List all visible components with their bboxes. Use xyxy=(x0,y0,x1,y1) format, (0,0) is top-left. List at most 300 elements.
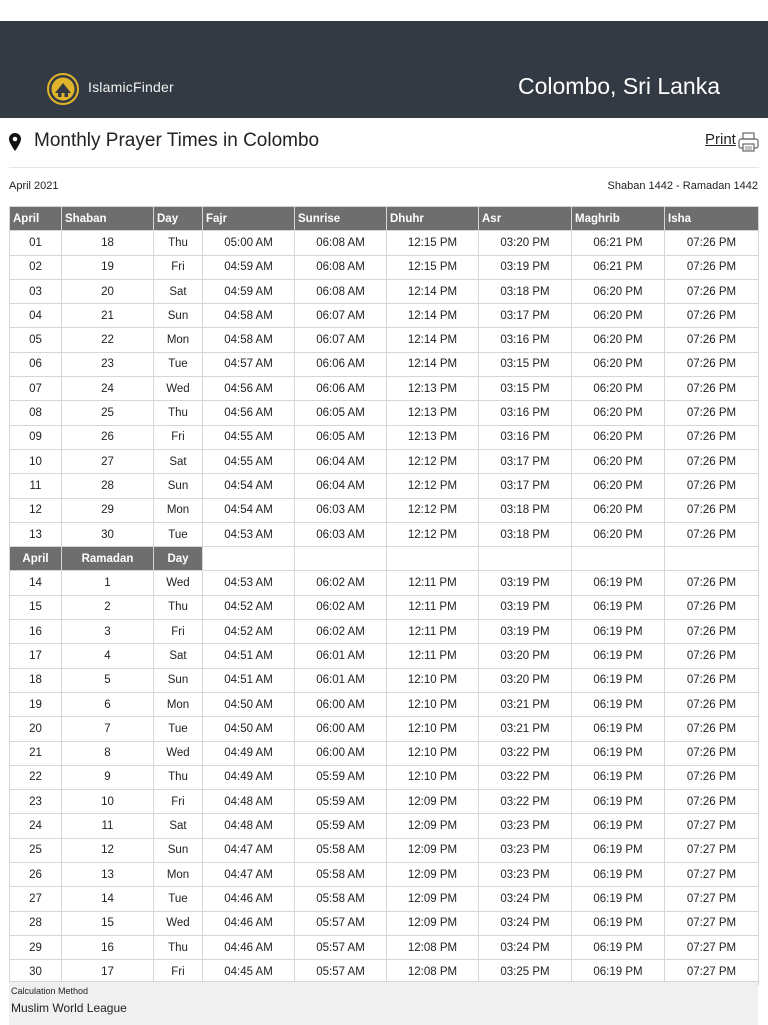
fajr-time-cell: 04:51 AM xyxy=(203,644,295,668)
col-header-shaban: Shaban xyxy=(62,207,154,231)
april-date-cell: 19 xyxy=(10,692,62,716)
dhuhr-time-cell: 12:13 PM xyxy=(387,377,479,401)
subheader-blank-cell xyxy=(479,547,572,571)
hijri-date-cell: 6 xyxy=(62,692,154,716)
april-date-cell: 16 xyxy=(10,620,62,644)
asr-time-cell: 03:15 PM xyxy=(479,377,572,401)
table-subheader-section xyxy=(10,547,759,571)
asr-time-cell: 03:22 PM xyxy=(479,790,572,814)
april-date-cell: 24 xyxy=(10,814,62,838)
sunrise-time-cell: 05:58 AM xyxy=(295,838,387,862)
printer-icon[interactable] xyxy=(737,131,760,153)
april-date-cell: 11 xyxy=(10,474,62,498)
maghrib-time-cell: 06:19 PM xyxy=(572,838,665,862)
hijri-date-cell: 21 xyxy=(62,304,154,328)
sunrise-time-cell: 05:57 AM xyxy=(295,960,387,984)
isha-time-cell: 07:26 PM xyxy=(665,668,759,692)
col-header-maghrib: Maghrib xyxy=(572,207,665,231)
asr-time-cell: 03:20 PM xyxy=(479,668,572,692)
sunrise-time-cell: 06:01 AM xyxy=(295,668,387,692)
table-row xyxy=(10,911,759,935)
weekday-cell: Thu xyxy=(154,231,203,255)
fajr-time-cell: 04:57 AM xyxy=(203,352,295,376)
isha-time-cell: 07:27 PM xyxy=(665,887,759,911)
weekday-cell: Fri xyxy=(154,255,203,279)
isha-time-cell: 07:26 PM xyxy=(665,717,759,741)
asr-time-cell: 03:20 PM xyxy=(479,231,572,255)
asr-time-cell: 03:16 PM xyxy=(479,328,572,352)
maghrib-time-cell: 06:19 PM xyxy=(572,668,665,692)
isha-time-cell: 07:26 PM xyxy=(665,498,759,522)
dhuhr-time-cell: 12:14 PM xyxy=(387,328,479,352)
fajr-time-cell: 04:59 AM xyxy=(203,279,295,303)
isha-time-cell: 07:27 PM xyxy=(665,911,759,935)
gregorian-month: April 2021 xyxy=(9,180,59,192)
table-row xyxy=(10,425,759,449)
hijri-date-cell: 27 xyxy=(62,449,154,473)
sunrise-time-cell: 06:03 AM xyxy=(295,498,387,522)
weekday-cell: Mon xyxy=(154,328,203,352)
fajr-time-cell: 04:50 AM xyxy=(203,717,295,741)
subheader-blank-cell xyxy=(665,547,759,571)
april-date-cell: 15 xyxy=(10,595,62,619)
weekday-cell: Sat xyxy=(154,279,203,303)
table-row xyxy=(10,571,759,595)
asr-time-cell: 03:21 PM xyxy=(479,692,572,716)
dhuhr-time-cell: 12:09 PM xyxy=(387,911,479,935)
asr-time-cell: 03:18 PM xyxy=(479,498,572,522)
hijri-date-cell: 22 xyxy=(62,328,154,352)
april-date-cell: 13 xyxy=(10,522,62,546)
prayer-times-table xyxy=(9,206,759,985)
fajr-time-cell: 04:47 AM xyxy=(203,863,295,887)
april-date-cell: 07 xyxy=(10,377,62,401)
dhuhr-time-cell: 12:10 PM xyxy=(387,765,479,789)
weekday-cell: Mon xyxy=(154,498,203,522)
dhuhr-time-cell: 12:14 PM xyxy=(387,352,479,376)
hijri-date-cell: 19 xyxy=(62,255,154,279)
isha-time-cell: 07:26 PM xyxy=(665,304,759,328)
fajr-time-cell: 04:47 AM xyxy=(203,838,295,862)
fajr-time-cell: 04:52 AM xyxy=(203,595,295,619)
isha-time-cell: 07:26 PM xyxy=(665,571,759,595)
april-date-cell: 21 xyxy=(10,741,62,765)
april-date-cell: 12 xyxy=(10,498,62,522)
april-date-cell: 06 xyxy=(10,352,62,376)
maghrib-time-cell: 06:21 PM xyxy=(572,231,665,255)
table-header-row xyxy=(10,207,759,231)
weekday-cell: Sun xyxy=(154,304,203,328)
dhuhr-time-cell: 12:10 PM xyxy=(387,692,479,716)
subheader-blank-cell xyxy=(572,547,665,571)
maghrib-time-cell: 06:19 PM xyxy=(572,692,665,716)
weekday-cell: Mon xyxy=(154,863,203,887)
sunrise-time-cell: 05:59 AM xyxy=(295,814,387,838)
dhuhr-time-cell: 12:15 PM xyxy=(387,231,479,255)
table-row xyxy=(10,838,759,862)
isha-time-cell: 07:26 PM xyxy=(665,474,759,498)
hijri-month-range: Shaban 1442 - Ramadan 1442 xyxy=(607,180,758,192)
asr-time-cell: 03:19 PM xyxy=(479,595,572,619)
april-date-cell: 03 xyxy=(10,279,62,303)
dhuhr-time-cell: 12:12 PM xyxy=(387,498,479,522)
weekday-cell: Sat xyxy=(154,644,203,668)
fajr-time-cell: 04:46 AM xyxy=(203,935,295,959)
weekday-cell: Tue xyxy=(154,717,203,741)
weekday-cell: Sat xyxy=(154,449,203,473)
hijri-date-cell: 16 xyxy=(62,935,154,959)
sunrise-time-cell: 06:02 AM xyxy=(295,620,387,644)
page-title: Monthly Prayer Times in Colombo xyxy=(34,130,320,151)
weekday-cell: Sun xyxy=(154,474,203,498)
hijri-date-cell: 25 xyxy=(62,401,154,425)
fajr-time-cell: 05:00 AM xyxy=(203,231,295,255)
maghrib-time-cell: 06:20 PM xyxy=(572,279,665,303)
maghrib-time-cell: 06:19 PM xyxy=(572,911,665,935)
weekday-cell: Thu xyxy=(154,935,203,959)
asr-time-cell: 03:20 PM xyxy=(479,644,572,668)
sunrise-time-cell: 05:57 AM xyxy=(295,911,387,935)
fajr-time-cell: 04:59 AM xyxy=(203,255,295,279)
maghrib-time-cell: 06:20 PM xyxy=(572,328,665,352)
dhuhr-time-cell: 12:12 PM xyxy=(387,474,479,498)
isha-time-cell: 07:27 PM xyxy=(665,814,759,838)
fajr-time-cell: 04:49 AM xyxy=(203,765,295,789)
fajr-time-cell: 04:48 AM xyxy=(203,814,295,838)
asr-time-cell: 03:23 PM xyxy=(479,838,572,862)
weekday-cell: Tue xyxy=(154,522,203,546)
table-row xyxy=(10,765,759,789)
fajr-time-cell: 04:58 AM xyxy=(203,328,295,352)
weekday-cell: Thu xyxy=(154,401,203,425)
sunrise-time-cell: 06:06 AM xyxy=(295,377,387,401)
sunrise-time-cell: 06:04 AM xyxy=(295,474,387,498)
fajr-time-cell: 04:58 AM xyxy=(203,304,295,328)
april-date-cell: 17 xyxy=(10,644,62,668)
fajr-time-cell: 04:54 AM xyxy=(203,498,295,522)
maghrib-time-cell: 06:20 PM xyxy=(572,304,665,328)
table-row xyxy=(10,401,759,425)
april-date-cell: 01 xyxy=(10,231,62,255)
brand-name[interactable]: IslamicFinder xyxy=(88,79,174,95)
hijri-date-cell: 29 xyxy=(62,498,154,522)
table-row xyxy=(10,449,759,473)
hijri-date-cell: 10 xyxy=(62,790,154,814)
isha-time-cell: 07:26 PM xyxy=(665,741,759,765)
hijri-date-cell: 18 xyxy=(62,231,154,255)
table-subheader-row xyxy=(10,547,759,571)
weekday-cell: Fri xyxy=(154,790,203,814)
hijri-date-cell: 11 xyxy=(62,814,154,838)
maghrib-time-cell: 06:20 PM xyxy=(572,425,665,449)
print-link[interactable]: Print xyxy=(705,131,736,148)
april-date-cell: 23 xyxy=(10,790,62,814)
isha-time-cell: 07:26 PM xyxy=(665,328,759,352)
maghrib-time-cell: 06:19 PM xyxy=(572,717,665,741)
maghrib-time-cell: 06:19 PM xyxy=(572,765,665,789)
weekday-cell: Fri xyxy=(154,425,203,449)
fajr-time-cell: 04:53 AM xyxy=(203,522,295,546)
dhuhr-time-cell: 12:12 PM xyxy=(387,449,479,473)
asr-time-cell: 03:19 PM xyxy=(479,255,572,279)
hijri-date-cell: 8 xyxy=(62,741,154,765)
asr-time-cell: 03:17 PM xyxy=(479,474,572,498)
col-header-april: April xyxy=(10,207,62,231)
subheader-ramadan: Ramadan xyxy=(62,547,154,571)
sunrise-time-cell: 06:08 AM xyxy=(295,279,387,303)
asr-time-cell: 03:24 PM xyxy=(479,935,572,959)
hijri-date-cell: 13 xyxy=(62,863,154,887)
april-date-cell: 25 xyxy=(10,838,62,862)
maghrib-time-cell: 06:20 PM xyxy=(572,522,665,546)
hijri-date-cell: 30 xyxy=(62,522,154,546)
table-row xyxy=(10,352,759,376)
fajr-time-cell: 04:55 AM xyxy=(203,449,295,473)
hijri-date-cell: 26 xyxy=(62,425,154,449)
isha-time-cell: 07:27 PM xyxy=(665,935,759,959)
asr-time-cell: 03:21 PM xyxy=(479,717,572,741)
table-row xyxy=(10,692,759,716)
hijri-date-cell: 20 xyxy=(62,279,154,303)
maghrib-time-cell: 06:19 PM xyxy=(572,887,665,911)
subheader-blank-cell xyxy=(387,547,479,571)
weekday-cell: Sun xyxy=(154,838,203,862)
fajr-time-cell: 04:56 AM xyxy=(203,401,295,425)
april-date-cell: 29 xyxy=(10,935,62,959)
islamicfinder-logo-icon[interactable] xyxy=(45,68,81,110)
sunrise-time-cell: 06:03 AM xyxy=(295,522,387,546)
fajr-time-cell: 04:54 AM xyxy=(203,474,295,498)
hijri-date-cell: 12 xyxy=(62,838,154,862)
isha-time-cell: 07:27 PM xyxy=(665,838,759,862)
hijri-date-cell: 15 xyxy=(62,911,154,935)
maghrib-time-cell: 06:19 PM xyxy=(572,960,665,984)
sunrise-time-cell: 05:58 AM xyxy=(295,887,387,911)
sunrise-time-cell: 06:06 AM xyxy=(295,352,387,376)
table-row xyxy=(10,377,759,401)
dhuhr-time-cell: 12:09 PM xyxy=(387,790,479,814)
isha-time-cell: 07:26 PM xyxy=(665,425,759,449)
weekday-cell: Mon xyxy=(154,692,203,716)
table-row xyxy=(10,279,759,303)
maghrib-time-cell: 06:19 PM xyxy=(572,571,665,595)
maghrib-time-cell: 06:20 PM xyxy=(572,449,665,473)
asr-time-cell: 03:17 PM xyxy=(479,449,572,473)
subheader-april: April xyxy=(10,547,62,571)
table-row xyxy=(10,814,759,838)
dhuhr-time-cell: 12:09 PM xyxy=(387,863,479,887)
hijri-date-cell: 23 xyxy=(62,352,154,376)
sunrise-time-cell: 06:05 AM xyxy=(295,425,387,449)
subheader-blank-cell xyxy=(203,547,295,571)
col-header-sunrise: Sunrise xyxy=(295,207,387,231)
hijri-date-cell: 1 xyxy=(62,571,154,595)
dhuhr-time-cell: 12:14 PM xyxy=(387,279,479,303)
weekday-cell: Sun xyxy=(154,668,203,692)
dhuhr-time-cell: 12:10 PM xyxy=(387,668,479,692)
april-date-cell: 14 xyxy=(10,571,62,595)
sunrise-time-cell: 06:07 AM xyxy=(295,304,387,328)
fajr-time-cell: 04:52 AM xyxy=(203,620,295,644)
asr-time-cell: 03:22 PM xyxy=(479,765,572,789)
hijri-date-cell: 28 xyxy=(62,474,154,498)
dhuhr-time-cell: 12:13 PM xyxy=(387,425,479,449)
calculation-method-value: Muslim World League xyxy=(11,1001,127,1015)
sunrise-time-cell: 06:02 AM xyxy=(295,595,387,619)
april-date-cell: 26 xyxy=(10,863,62,887)
weekday-cell: Sat xyxy=(154,814,203,838)
april-date-cell: 28 xyxy=(10,911,62,935)
table-row xyxy=(10,668,759,692)
april-date-cell: 02 xyxy=(10,255,62,279)
dhuhr-time-cell: 12:08 PM xyxy=(387,960,479,984)
isha-time-cell: 07:27 PM xyxy=(665,863,759,887)
table-body-shaban xyxy=(10,231,759,547)
hijri-date-cell: 5 xyxy=(62,668,154,692)
table-row xyxy=(10,304,759,328)
site-header xyxy=(0,21,768,118)
dhuhr-time-cell: 12:11 PM xyxy=(387,571,479,595)
asr-time-cell: 03:22 PM xyxy=(479,741,572,765)
maghrib-time-cell: 06:19 PM xyxy=(572,644,665,668)
weekday-cell: Fri xyxy=(154,960,203,984)
hijri-date-cell: 7 xyxy=(62,717,154,741)
table-row xyxy=(10,474,759,498)
table-row xyxy=(10,935,759,959)
isha-time-cell: 07:26 PM xyxy=(665,449,759,473)
sunrise-time-cell: 05:58 AM xyxy=(295,863,387,887)
calculation-method-label: Calculation Method xyxy=(11,986,89,996)
weekday-cell: Fri xyxy=(154,620,203,644)
table-row xyxy=(10,620,759,644)
maghrib-time-cell: 06:21 PM xyxy=(572,255,665,279)
isha-time-cell: 07:26 PM xyxy=(665,620,759,644)
isha-time-cell: 07:26 PM xyxy=(665,644,759,668)
asr-time-cell: 03:23 PM xyxy=(479,814,572,838)
dhuhr-time-cell: 12:14 PM xyxy=(387,304,479,328)
asr-time-cell: 03:25 PM xyxy=(479,960,572,984)
weekday-cell: Thu xyxy=(154,595,203,619)
dhuhr-time-cell: 12:11 PM xyxy=(387,595,479,619)
maghrib-time-cell: 06:20 PM xyxy=(572,474,665,498)
sunrise-time-cell: 06:07 AM xyxy=(295,328,387,352)
dhuhr-time-cell: 12:10 PM xyxy=(387,717,479,741)
isha-time-cell: 07:26 PM xyxy=(665,401,759,425)
table-row xyxy=(10,863,759,887)
maghrib-time-cell: 06:19 PM xyxy=(572,863,665,887)
isha-time-cell: 07:26 PM xyxy=(665,765,759,789)
isha-time-cell: 07:27 PM xyxy=(665,960,759,984)
sunrise-time-cell: 06:00 AM xyxy=(295,692,387,716)
asr-time-cell: 03:16 PM xyxy=(479,425,572,449)
maghrib-time-cell: 06:19 PM xyxy=(572,620,665,644)
hijri-date-cell: 4 xyxy=(62,644,154,668)
april-date-cell: 09 xyxy=(10,425,62,449)
asr-time-cell: 03:19 PM xyxy=(479,571,572,595)
table-row xyxy=(10,741,759,765)
fajr-time-cell: 04:50 AM xyxy=(203,692,295,716)
sunrise-time-cell: 05:59 AM xyxy=(295,765,387,789)
maghrib-time-cell: 06:20 PM xyxy=(572,377,665,401)
location-title: Colombo, Sri Lanka xyxy=(518,73,720,99)
table-row xyxy=(10,790,759,814)
table-row xyxy=(10,498,759,522)
asr-time-cell: 03:18 PM xyxy=(479,522,572,546)
maghrib-time-cell: 06:19 PM xyxy=(572,935,665,959)
maghrib-time-cell: 06:19 PM xyxy=(572,595,665,619)
table-body-ramadan xyxy=(10,571,759,984)
april-date-cell: 20 xyxy=(10,717,62,741)
sunrise-time-cell: 06:08 AM xyxy=(295,255,387,279)
dhuhr-time-cell: 12:09 PM xyxy=(387,838,479,862)
fajr-time-cell: 04:55 AM xyxy=(203,425,295,449)
col-header-dhuhr: Dhuhr xyxy=(387,207,479,231)
asr-time-cell: 03:24 PM xyxy=(479,911,572,935)
hijri-date-cell: 14 xyxy=(62,887,154,911)
col-header-day: Day xyxy=(154,207,203,231)
april-date-cell: 10 xyxy=(10,449,62,473)
sunrise-time-cell: 06:05 AM xyxy=(295,401,387,425)
dhuhr-time-cell: 12:11 PM xyxy=(387,644,479,668)
april-date-cell: 30 xyxy=(10,960,62,984)
fajr-time-cell: 04:46 AM xyxy=(203,887,295,911)
fajr-time-cell: 04:49 AM xyxy=(203,741,295,765)
hijri-date-cell: 3 xyxy=(62,620,154,644)
sunrise-time-cell: 06:08 AM xyxy=(295,231,387,255)
dhuhr-time-cell: 12:09 PM xyxy=(387,814,479,838)
dhuhr-time-cell: 12:09 PM xyxy=(387,887,479,911)
isha-time-cell: 07:26 PM xyxy=(665,279,759,303)
col-header-isha: Isha xyxy=(665,207,759,231)
april-date-cell: 04 xyxy=(10,304,62,328)
divider xyxy=(9,167,759,168)
hijri-date-cell: 2 xyxy=(62,595,154,619)
april-date-cell: 27 xyxy=(10,887,62,911)
sunrise-time-cell: 05:57 AM xyxy=(295,935,387,959)
fajr-time-cell: 04:45 AM xyxy=(203,960,295,984)
maghrib-time-cell: 06:20 PM xyxy=(572,401,665,425)
dhuhr-time-cell: 12:12 PM xyxy=(387,522,479,546)
weekday-cell: Wed xyxy=(154,741,203,765)
fajr-time-cell: 04:48 AM xyxy=(203,790,295,814)
asr-time-cell: 03:19 PM xyxy=(479,620,572,644)
table-row xyxy=(10,255,759,279)
weekday-cell: Tue xyxy=(154,887,203,911)
hijri-date-cell: 9 xyxy=(62,765,154,789)
maghrib-time-cell: 06:19 PM xyxy=(572,814,665,838)
april-date-cell: 05 xyxy=(10,328,62,352)
isha-time-cell: 07:26 PM xyxy=(665,790,759,814)
sunrise-time-cell: 06:00 AM xyxy=(295,717,387,741)
weekday-cell: Wed xyxy=(154,571,203,595)
isha-time-cell: 07:26 PM xyxy=(665,231,759,255)
sunrise-time-cell: 06:01 AM xyxy=(295,644,387,668)
table-row xyxy=(10,328,759,352)
maghrib-time-cell: 06:19 PM xyxy=(572,741,665,765)
col-header-asr: Asr xyxy=(479,207,572,231)
asr-time-cell: 03:17 PM xyxy=(479,304,572,328)
hijri-date-cell: 17 xyxy=(62,960,154,984)
weekday-cell: Wed xyxy=(154,377,203,401)
isha-time-cell: 07:26 PM xyxy=(665,692,759,716)
april-date-cell: 22 xyxy=(10,765,62,789)
april-date-cell: 08 xyxy=(10,401,62,425)
table-row xyxy=(10,887,759,911)
map-pin-icon xyxy=(9,133,21,151)
dhuhr-time-cell: 12:13 PM xyxy=(387,401,479,425)
dhuhr-time-cell: 12:10 PM xyxy=(387,741,479,765)
table-row xyxy=(10,522,759,546)
